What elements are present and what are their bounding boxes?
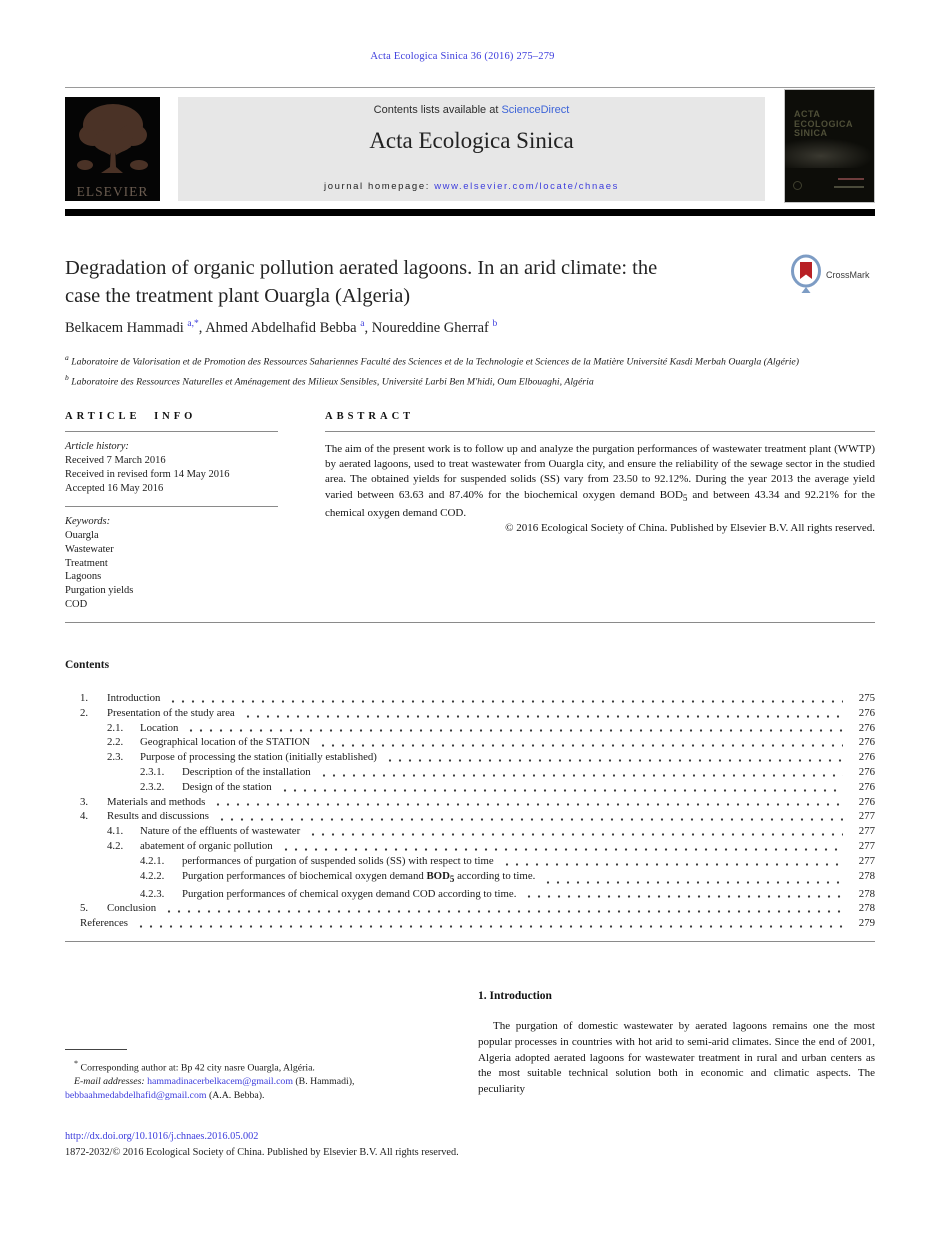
toc-entry[interactable] <box>80 735 875 750</box>
toc-dot-leader <box>213 798 843 809</box>
toc-dot-leader <box>502 858 843 869</box>
journal-title: Acta Ecologica Sinica <box>369 128 574 153</box>
toc-entry[interactable] <box>80 795 875 810</box>
contents-heading: Contents <box>65 659 110 671</box>
author-affiliation-sup[interactable]: a,* <box>187 319 199 329</box>
toc-entry-number: 4.2.2. <box>140 869 165 882</box>
abstract-copyright: © 2016 Ecological Society of China. Published by Elsevier B.V. All rights reserved. <box>505 522 875 535</box>
affiliation-list <box>65 350 877 390</box>
footnote-rule <box>65 1049 127 1050</box>
toc-entry-page: 276 <box>858 736 875 749</box>
toc-entry-label: Nature of the effluents of wastewater <box>140 825 301 838</box>
affiliation-text: Laboratoire des Ressources Naturelles et Aménagement des Milieux Sensibles, Université Larbi Ben M'hidi, Oum Elbouaghi, Algéria <box>71 376 594 388</box>
toc-entry-number: 2.1. <box>107 721 124 734</box>
keywords-list <box>65 529 278 612</box>
abstract-heading: ABSTRACT <box>325 411 415 422</box>
toc-entry-number: 4.2. <box>107 839 124 852</box>
contents-bottom-rule <box>65 941 875 942</box>
toc-entry-page: 279 <box>858 917 875 930</box>
author-separator: , <box>364 319 372 336</box>
toc-entry[interactable] <box>80 824 875 839</box>
footnote-marker: * <box>74 1059 79 1068</box>
article-info-section <box>65 411 278 612</box>
abstract-text: The aim of the present work is to follow up and analyze the purgation performances of wastewater treatment plant (WWTP) by aerated lagoons, used to treat wastewater from Ouargla city, and ensure the reliability of the sewage sector in the studied area. The obtained yields for suspended solids (SS) vary from 23.50 to 92.12%. During the year 2013 the average yield varied between 63.63 and 87.40% for the biochemical oxygen demand $BOD_5$ and between 43.34 and 92.21% for the chemical oxygen demand COD. <box>325 443 875 519</box>
abstract-section <box>325 411 875 536</box>
journal-cover-thumbnail[interactable] <box>784 89 875 203</box>
keywords-label: Keywords: <box>65 516 111 527</box>
toc-entry-number: 2.3.1. <box>140 765 165 778</box>
article-info-rule <box>65 431 278 432</box>
toc-dot-leader <box>168 695 843 706</box>
toc-entry[interactable] <box>80 839 875 854</box>
toc-dot-leader <box>281 843 843 854</box>
contents-available-line <box>178 104 765 116</box>
keyword: COD <box>65 598 88 610</box>
toc-entry-page: 278 <box>858 902 875 915</box>
toc-entry-page: 278 <box>858 887 875 900</box>
author <box>205 320 372 336</box>
toc-entry-label: References <box>80 917 128 930</box>
toc-entry-label: Geographical location of the STATION <box>140 736 311 749</box>
toc-entry-label: Materials and methods <box>107 795 206 808</box>
contents-available-text: Contents lists available at <box>373 104 502 116</box>
elsevier-logo[interactable] <box>65 97 160 201</box>
toc-entry-label: Location <box>140 721 179 734</box>
toc-entry-number: 2.3.2. <box>140 780 165 793</box>
toc-entry-label: Introduction <box>107 692 161 704</box>
toc-entry-page: 278 <box>858 869 875 882</box>
author-affiliation-sup[interactable]: b <box>492 319 498 329</box>
journal-citation-link[interactable]: Acta Ecologica Sinica 36 (2016) 275–279 <box>370 51 555 62</box>
issn-copyright-line: 1872-2032/© 2016 Ecological Society of China. Published by Elsevier B.V. All rights reserved. <box>65 1147 459 1158</box>
crossmark-label: CrossMark <box>826 270 870 280</box>
keywords-rule <box>65 506 278 507</box>
toc-dot-leader <box>319 769 843 780</box>
journal-banner <box>178 97 765 201</box>
toc-entry-number: 2. <box>80 706 89 719</box>
author <box>65 320 205 336</box>
author-affiliation-sup[interactable]: a <box>360 319 365 329</box>
toc-entry-page: 277 <box>858 854 875 867</box>
toc-entry-page: 277 <box>858 839 875 852</box>
doi-link[interactable]: http://dx.doi.org/10.1016/j.chnaes.2016.05.002 <box>65 1131 259 1142</box>
toc-dot-leader <box>217 813 843 824</box>
cover-journal-title: ACTA ECOLOGICA SINICA <box>794 109 853 138</box>
toc-entry-page: 276 <box>858 765 875 778</box>
keyword: Treatment <box>65 557 108 569</box>
toc-entry[interactable] <box>80 809 875 824</box>
toc-entry[interactable] <box>80 691 875 706</box>
email-link-bebba[interactable]: bebbaahmedabdelhafid@gmail.com <box>65 1089 207 1101</box>
toc-entry-number: 5. <box>80 902 89 915</box>
author-name: Ahmed Abdelhafid Bebba <box>205 319 357 336</box>
cover-decor-line <box>838 178 864 180</box>
toc-entry-label: Purgation performances of chemical oxygen demand COD according to time. <box>182 887 517 900</box>
homepage-url-link[interactable]: www.elsevier.com/locate/chnaes <box>434 181 619 192</box>
toc-entry-page: 275 <box>858 692 875 704</box>
toc-dot-leader <box>385 754 843 765</box>
toc-entry-page: 276 <box>858 780 875 793</box>
toc-entry-label: Results and discussions <box>107 810 209 823</box>
homepage-label: journal homepage: <box>324 181 435 192</box>
email-owner-hammadi: (B. Hammadi), <box>292 1076 355 1088</box>
toc-entry[interactable] <box>80 854 875 869</box>
toc-entry-page: 276 <box>858 751 875 764</box>
journal-homepage-line <box>178 181 765 192</box>
cover-landscape-image <box>785 138 874 168</box>
toc-entry-number: 4.2.3. <box>140 887 165 900</box>
author-name: Belkacem Hammadi <box>65 319 184 336</box>
article-info-heading: ARTICLE INFO <box>65 411 197 422</box>
toc-entry-page: 276 <box>858 721 875 734</box>
toc-entry[interactable] <box>80 901 875 916</box>
toc-dot-leader <box>308 828 843 839</box>
keyword: Lagoons <box>65 571 102 583</box>
article-history-line: Accepted 16 May 2016 <box>65 483 164 494</box>
toc-entry-label: Purpose of processing the station (initially established) <box>140 751 377 764</box>
toc-entry-label: Purgation performances of biochemical oxygen demand $BOD_5$ according to time. <box>182 869 536 884</box>
toc-entry-number: 4. <box>80 810 89 823</box>
introduction-heading: 1. Introduction <box>478 990 552 1002</box>
introduction-paragraph: The purgation of domestic wastewater by aerated lagoons remains one the most popular processes in countries with hot arid to semi-arid climates. Since the end of 2001, Algeria adopted aerated lagoons for wastewater treatment in rural and urban centers as the most suitable technical solution both in economic and climatic aspects. The peculiarity <box>478 1020 875 1096</box>
article-history-line: Received 7 March 2016 <box>65 455 166 466</box>
toc-entry-label: Presentation of the study area <box>107 706 235 719</box>
author <box>372 320 498 336</box>
toc-entry[interactable] <box>80 916 875 931</box>
crossmark-badge[interactable] <box>790 253 876 297</box>
author-name: Noureddine Gherraf <box>371 319 489 336</box>
toc-dot-leader <box>186 724 843 735</box>
toc-entry-page: 277 <box>858 810 875 823</box>
email-label: E-mail addresses: <box>74 1076 145 1088</box>
article-history-line: Received in revised form 14 May 2016 <box>65 469 230 480</box>
cover-decor-line <box>834 186 864 188</box>
keyword: Ouargla <box>65 530 99 541</box>
toc-entry-page: 277 <box>858 825 875 838</box>
toc-dot-leader <box>524 890 843 901</box>
affiliation-marker: b <box>65 372 69 382</box>
email-owner-bebba: (A.A. Bebba). <box>206 1089 265 1101</box>
toc-entry-number: 4.1. <box>107 825 124 838</box>
toc-entry[interactable] <box>80 750 875 765</box>
section-divider-rule <box>65 622 875 623</box>
toc-entry-label: Description of the installation <box>182 765 311 778</box>
toc-entry-page: 276 <box>858 706 875 719</box>
toc-entry-number: 2.3. <box>107 751 124 764</box>
corresponding-author-text: Corresponding author at: Bp 42 city nasre Ouargla, Algéria. <box>80 1062 315 1074</box>
toc-entry-label: performances of purgation of suspended solids (SS) with respect to time <box>182 854 494 867</box>
toc-entry-number: 1. <box>80 692 89 704</box>
toc-entry[interactable] <box>80 706 875 721</box>
email-link-hammadi[interactable]: hammadinacerbelkacem@gmail.com <box>147 1076 293 1088</box>
footnote-block <box>65 1049 462 1103</box>
toc-dot-leader <box>243 710 843 721</box>
table-of-contents <box>80 691 875 931</box>
toc-entry-number: 2.2. <box>107 736 124 749</box>
keyword: Wastewater <box>65 543 114 555</box>
author-list <box>65 319 825 337</box>
toc-dot-leader <box>543 876 843 887</box>
elsevier-wordmark: ELSEVIER <box>76 184 149 199</box>
toc-entry-label: Conclusion <box>107 902 157 915</box>
author-separator: , <box>198 319 206 336</box>
toc-dot-leader <box>318 739 843 750</box>
email-addresses-line-1 <box>65 1075 462 1089</box>
paper-title: Degradation of organic pollution aerated lagoons. In an arid climate: the case the treatment plant Ouargla (Algeria) <box>65 257 658 307</box>
abstract-rule <box>325 431 875 432</box>
toc-dot-leader <box>164 905 843 916</box>
toc-entry[interactable] <box>80 780 875 795</box>
toc-entry[interactable] <box>80 887 875 902</box>
crossmark-icon <box>790 254 822 296</box>
cover-emblem-icon <box>793 181 802 190</box>
toc-entry-label: Design of the station <box>182 780 272 793</box>
toc-entry-number: 4.2.1. <box>140 854 165 867</box>
toc-dot-leader <box>136 920 843 931</box>
toc-entry[interactable] <box>80 765 875 780</box>
email-addresses-line-2 <box>65 1089 462 1103</box>
article-history-label: Article history: <box>65 441 129 452</box>
affiliation <box>65 350 877 370</box>
keyword: Purgation yields <box>65 585 134 597</box>
affiliation-text: Laboratoire de Valorisation et de Promotion des Ressources Sahariennes Faculté des Sciences et de la Technologie et Sciences de la Matière Université Kasdi Merbah Ouargla (Algérie) <box>71 356 800 368</box>
sciencedirect-link[interactable]: ScienceDirect <box>501 104 570 116</box>
toc-entry-label: abatement of organic pollution <box>140 839 273 852</box>
toc-dot-leader <box>280 784 843 795</box>
toc-entry-number: 3. <box>80 795 89 808</box>
toc-entry[interactable] <box>80 869 875 887</box>
affiliation-marker: a <box>65 353 69 362</box>
article-history-list <box>65 454 278 496</box>
introduction-section <box>478 990 875 1098</box>
header-divider-bar <box>65 209 875 216</box>
toc-entry[interactable] <box>80 721 875 736</box>
corresponding-author-note <box>65 1057 462 1075</box>
affiliation <box>65 370 877 390</box>
elsevier-tree-icon <box>71 99 154 179</box>
header-top-rule <box>65 87 875 88</box>
toc-entry-page: 276 <box>858 795 875 808</box>
